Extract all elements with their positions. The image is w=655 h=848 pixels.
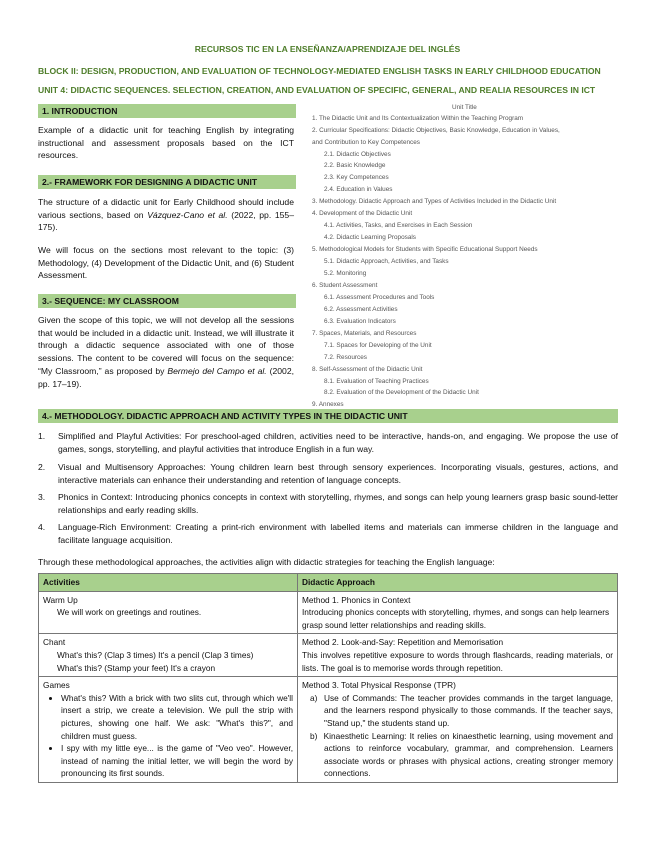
toc-item: 4.1. Activities, Tasks, and Exercises in Each Session [324, 222, 473, 229]
block-heading: BLOCK II: DESIGN, PRODUCTION, AND EVALUATION OF TECHNOLOGY-MEDIATED ENGLISH TASKS IN EARLY CHILDHOOD EDUCATION [38, 66, 601, 76]
toc-item: 4.2. Didactic Learning Proposals [324, 234, 417, 241]
toc-item: 5. Methodological Models for Students with Specific Educational Support Needs [312, 246, 538, 253]
toc-item: 4. Development of the Didactic Unit [312, 210, 413, 217]
section-4-heading: 4.- METHODOLOGY. DIDACTIC APPROACH AND ACTIVITY TYPES IN THE DIDACTIC UNIT [38, 409, 618, 423]
toc-item: 3. Methodology. Didactic Approach and Types of Activities Included in the Didactic Unit [312, 198, 557, 205]
section-1-text: Example of a didactic unit for teaching English by integrating instructional and assessment proposals based on the ICT resources. [38, 125, 294, 161]
toc-title: Unit Title [452, 104, 477, 111]
toc-item: 8.1. Evaluation of Teaching Practices [324, 378, 429, 385]
activities-table [38, 573, 618, 783]
toc-item: and Contribution to Key Competences [312, 139, 420, 146]
toc-item: 6. Student Assessment [312, 282, 378, 289]
toc-item: 2. Curricular Specifications: Didactic Objectives, Basic Knowledge, Education in Values, [312, 127, 560, 134]
section-2-heading: 2.- FRAMEWORK FOR DESIGNING A DIDACTIC UNIT [38, 175, 296, 189]
unit-heading: UNIT 4: DIDACTIC SEQUENCES. SELECTION, CREATION, AND EVALUATION OF SPECIFIC, GENERAL, AND REALIA RESOURCES IN ICT [38, 85, 596, 95]
toc-item: 7. Spaces, Materials, and Resources [312, 330, 417, 337]
toc-item: 2.2. Basic Knowledge [324, 162, 386, 169]
list-item: • What's this? With a brick with two slits cut, through which we'll insert a strip, we create a television. We pull the strip with pictures, showing one half. We ask: "What's this?", and children must guess. [61, 692, 293, 742]
table-cell: Warm Up We will work on greetings and routines. [39, 591, 298, 634]
section-2-text-2: We will focus on the sections most relevant to the topic: (3) Methodology, (4) Development of the Didactic Unit, and (6) Student Assessment. [38, 245, 294, 281]
toc-item: 6.2. Assessment Activities [324, 306, 398, 313]
table-row [39, 677, 618, 783]
toc-item: 7.2. Resources [324, 354, 367, 361]
table-cell: Games • What's this? With a brick with two slits cut, through which we'll insert a strip, we create a television. We pull the strip with pictures, showing one half. We ask: "What's this?", and children must guess. • I spy with my little eye... is the game of "Veo veo". However, instead of naming the initial letter, we will begin the word by pronouncing its first sounds. [39, 677, 298, 783]
table-row [39, 634, 618, 677]
section-1-heading: 1. INTRODUCTION [38, 104, 296, 118]
toc-item: 8. Self-Assessment of the Didactic Unit [312, 366, 423, 373]
table-row [39, 591, 618, 634]
list-item: b) Kinaesthetic Learning: It relies on kinaesthetic learning, using movement and actions to reinforce vocabulary, grammar, and comprehension. Learners associate words or phrases with physical actions, creating stronger memory connections. [310, 730, 613, 779]
toc-item: 5.1. Didactic Approach, Activities, and Tasks [324, 258, 449, 265]
toc-item: 2.3. Key Competences [324, 174, 389, 181]
table-cell: Method 3. Total Physical Response (TPR) a) Use of Commands: The teacher provides commands in the target language, and the learners respond physically to those commands. If the teacher says, "Stand up," the students stand up. b) Kinaesthetic Learning: It relies on kinaesthetic learning, using movement and actions to reinforce vocabulary, grammar, and comprehension. Learners associate words or phrases with physical actions, creating stronger memory connections. [298, 677, 618, 783]
list-item: • I spy with my little eye... is the game of "Veo veo". However, instead of naming the initial letter, we will begin the word by pronouncing its first sounds. [61, 742, 293, 780]
toc-item: 5.2. Monitoring [324, 270, 367, 277]
toc-item: 6.1. Assessment Procedures and Tools [324, 294, 435, 301]
toc-item: 6.3. Evaluation Indicators [324, 318, 396, 325]
toc-item: 9. Annexes [312, 401, 344, 408]
toc-item: 8.2. Evaluation of the Development of the Didactic Unit [324, 389, 479, 396]
toc-item: 2.4. Education in Values [324, 186, 393, 193]
through-text: Through these methodological approaches, the activities align with didactic strategies for teaching the English language: [38, 557, 495, 567]
toc-item: 2.1. Didactic Objectives [324, 151, 391, 158]
col-header-activities: Activities [39, 574, 298, 592]
section-2-text: The structure of a didactic unit for Early Childhood should include various sections, based on Vázquez-Cano et al. (2022, pp. 155–175). [38, 197, 294, 233]
col-header-approach: Didactic Approach [298, 574, 618, 592]
list-item: a) Use of Commands: The teacher provides commands in the target language, and the learners respond physically to those commands. If the teacher says, "Stand up," the students stand up. [310, 692, 613, 728]
toc-item: 7.1. Spaces for Developing of the Unit [324, 342, 432, 349]
section-3-text: Given the scope of this topic, we will not develop all the sessions that would be included in a didactic unit. Instead, we will illustrate it through a didactic sequence associated with one of those sessions. The content to be covered will focus on the sequence: “My Classroom,” as proposed by Bermejo del Campo et al. (2002, pp. 17–19). [38, 315, 294, 389]
document-title: RECURSOS TIC EN LA ENSEÑANZA/APRENDIZAJE DEL INGLÉS [194, 44, 461, 54]
table-cell: Method 1. Phonics in Context Introducing phonics concepts with storytelling, rhymes, and songs can help learners grasp sound letter relationships and reading skills. [298, 591, 618, 634]
table-cell: Chant What's this? (Clap 3 times) It's a pencil (Clap 3 times) What's this? (Stamp your feet) It's a crayon [39, 634, 298, 677]
table-cell: Method 2. Look-and-Say: Repetition and Memorisation This involves repetitive exposure to words through flashcards, reading materials, or lists. The goal is to memorise words through repetition. [298, 634, 618, 677]
toc-item: 1. The Didactic Unit and Its Contextualization Within the Teaching Program [312, 115, 524, 122]
section-3-heading: 3.- SEQUENCE: MY CLASSROOM [38, 294, 296, 308]
